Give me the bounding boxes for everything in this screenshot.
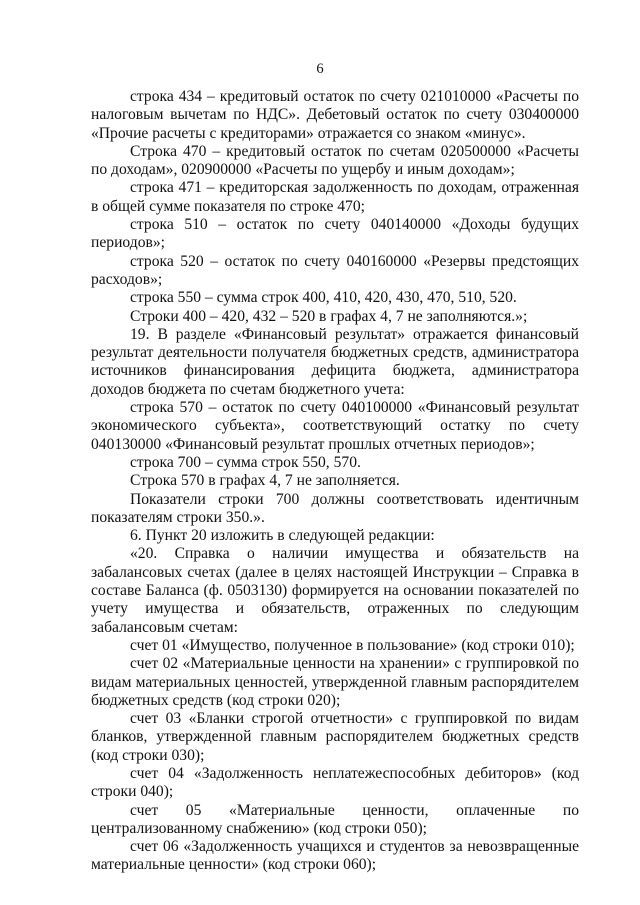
paragraph: строка 520 – остаток по счету 040160000 «Резервы предстоящих расходов»;: [91, 252, 579, 288]
paragraph: «20. Справка о наличии имущества и обязательств на забалансовых счетах (далее в целях настоящей Инструкции – Справка в составе Баланса (ф. 0503130) формируется на основании показателей по учету имущества и обязательств, отраженных по следующим забалансовым счетам:: [91, 545, 579, 636]
paragraph: Строки 400 – 420, 432 – 520 в графах 4, 7 не заполняются.»;: [130, 307, 528, 325]
paragraph: строка 550 – сумма строк 400, 410, 420, 430, 470, 510, 520.: [130, 289, 517, 307]
paragraph: счет 02 «Материальные ценности на хранении» с группировкой по видам материальных ценностей, утвержденной главным распорядителем бюджетных средств (код строки 020);: [91, 655, 579, 709]
paragraph: строка 700 – сумма строк 550, 570.: [130, 453, 361, 471]
paragraph: счет 01 «Имущество, полученное в пользование» (код строки 010);: [130, 636, 575, 654]
paragraph: 6. Пункт 20 изложить в следующей редакции:: [130, 527, 435, 545]
paragraph: Показатели строки 700 должны соответствовать идентичным показателям строки 350.».: [91, 490, 579, 526]
paragraph: счет 04 «Задолженность неплатежеспособных дебиторов» (код строки 040);: [91, 764, 579, 801]
page-number: 6: [316, 61, 324, 77]
paragraph: строка 434 – кредитовый остаток по счету 021010000 «Расчеты по налоговым вычетам по НДС». Дебетовый остаток по счету 030400000 «Прочие расчеты с кредиторами» отражается со знаком «минус».: [91, 88, 579, 142]
paragraph: счет 03 «Бланки строгой отчетности» с группировкой по видам бланков, утвержденной главным распорядителем бюджетных средств (код строки 030);: [91, 710, 579, 764]
paragraph: строка 570 – остаток по счету 040100000 «Финансовый результат экономического субъекта», соответствующий остатку по счету 040130000 «Финансовый результат прошлых отчетных периодов»;: [91, 399, 579, 453]
document-body: [91, 88, 579, 875]
paragraph: счет 05 «Материальные ценности, оплаченные по централизованному снабжению» (код строки 050);: [91, 801, 579, 837]
paragraph: 19. В разделе «Финансовый результат» отражается финансовый результат деятельности получателя бюджетных средств, администратора источников финансирования дефицита бюджета, администратора доходов бюджета по счетам бюджетного учета:: [91, 325, 579, 398]
paragraph: Строка 570 в графах 4, 7 не заполняется.: [130, 472, 400, 490]
paragraph: строка 510 – остаток по счету 040140000 «Доходы будущих периодов»;: [91, 216, 579, 252]
paragraph: строка 471 – кредиторская задолженность по доходам, отраженная в общей сумме показателя по строке 470;: [91, 179, 579, 215]
paragraph: Строка 470 – кредитовый остаток по счетам 020500000 «Расчеты по доходам», 020900000 «Расчеты по ущербу и иным доходам»;: [91, 142, 579, 179]
paragraph: счет 06 «Задолженность учащихся и студентов за невозвращенные материальные ценности» (код строки 060);: [91, 838, 579, 874]
